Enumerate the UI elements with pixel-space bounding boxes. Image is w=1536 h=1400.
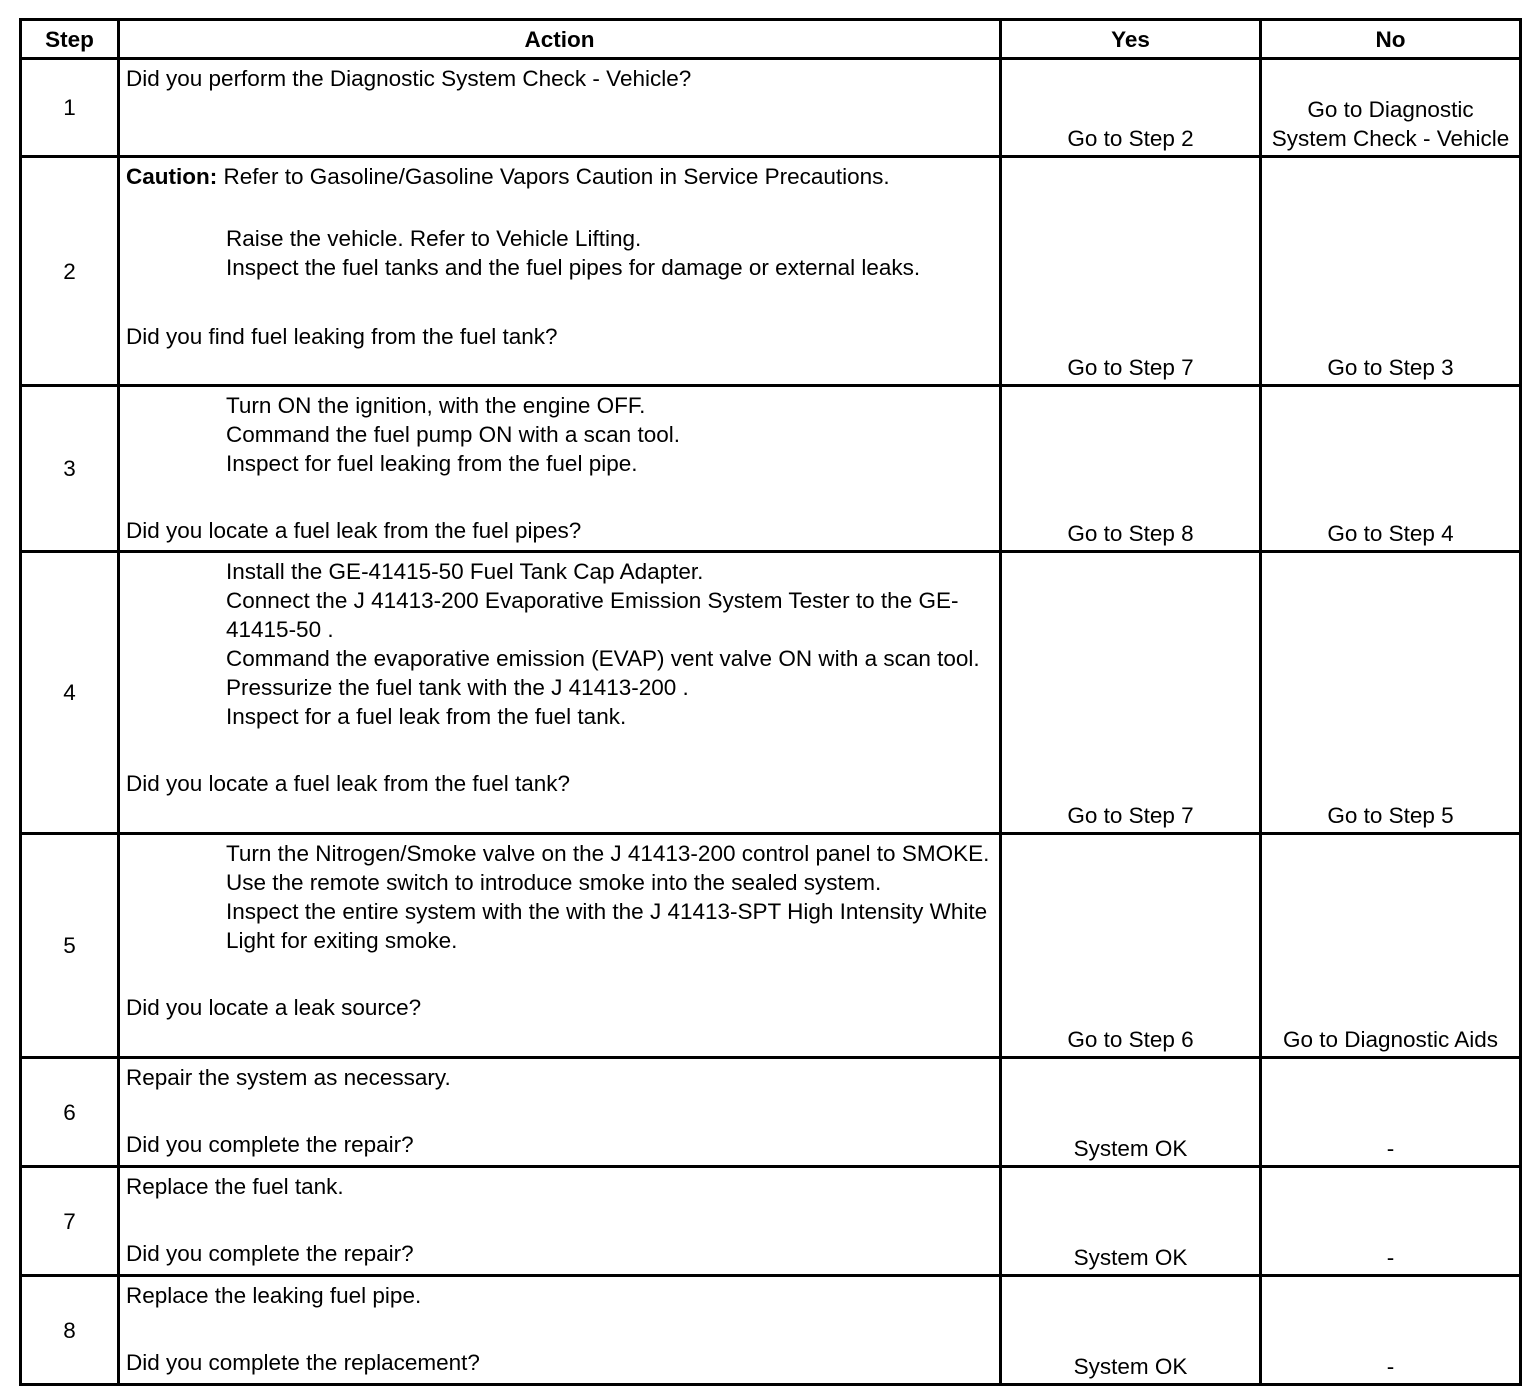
table-body xyxy=(21,59,1521,1385)
action-cell xyxy=(119,1058,1001,1167)
no-cell[interactable]: Go to Step 5 xyxy=(1261,552,1521,834)
no-cell[interactable]: - xyxy=(1261,1276,1521,1385)
table-row xyxy=(21,1167,1521,1276)
action-steps xyxy=(126,557,995,731)
action-question: Did you locate a fuel leak from the fuel pipes? xyxy=(126,518,582,543)
action-question: Did you locate a fuel leak from the fuel tank? xyxy=(126,771,571,796)
action-step: Inspect for fuel leaking from the fuel pipe. xyxy=(226,451,638,476)
yes-cell[interactable]: System OK xyxy=(1001,1276,1261,1385)
action-steps xyxy=(126,391,995,478)
header-action: Action xyxy=(119,20,1001,59)
yes-cell[interactable]: System OK xyxy=(1001,1167,1261,1276)
table-row xyxy=(21,59,1521,157)
table-row xyxy=(21,1058,1521,1167)
table-row xyxy=(21,1276,1521,1385)
header-yes: Yes xyxy=(1001,20,1261,59)
action-step: Install the GE-41415-50 Fuel Tank Cap Adapter. xyxy=(226,559,704,584)
action-cell xyxy=(119,386,1001,552)
no-cell[interactable]: Go to Diagnostic System Check - Vehicle xyxy=(1261,59,1521,157)
no-cell[interactable]: Go to Step 3 xyxy=(1261,157,1521,386)
action-cell xyxy=(119,157,1001,386)
table-row xyxy=(21,157,1521,386)
action-step: Turn ON the ignition, with the engine OFF. xyxy=(226,393,646,418)
no-cell[interactable]: - xyxy=(1261,1058,1521,1167)
caution-text: Refer to Gasoline/Gasoline Vapors Caution in Service Precautions. xyxy=(217,164,890,189)
action-step: Connect the J 41413-200 Evaporative Emission System Tester to the GE-41415-50 . xyxy=(226,588,959,642)
step-number: 1 xyxy=(21,59,119,157)
action-step: Raise the vehicle. Refer to Vehicle Lifting. xyxy=(226,226,642,251)
action-question: Did you find fuel leaking from the fuel tank? xyxy=(126,324,558,349)
action-step: Inspect the fuel tanks and the fuel pipes for damage or external leaks. xyxy=(226,255,921,280)
table-header xyxy=(21,20,1521,59)
action-question: Did you complete the replacement? xyxy=(126,1350,480,1375)
step-number: 2 xyxy=(21,157,119,386)
action-step: Pressurize the fuel tank with the J 41413-200 . xyxy=(226,675,689,700)
header-row xyxy=(21,20,1521,59)
yes-cell[interactable]: Go to Step 8 xyxy=(1001,386,1261,552)
action-cell xyxy=(119,59,1001,157)
action-step: Command the fuel pump ON with a scan tool. xyxy=(226,422,680,447)
action-steps xyxy=(126,224,995,282)
table-row xyxy=(21,386,1521,552)
action-intro: Did you perform the Diagnostic System Check - Vehicle? xyxy=(126,66,692,91)
action-step: Turn the Nitrogen/Smoke valve on the J 41413-200 control panel to SMOKE. xyxy=(226,841,990,866)
caution-label: Caution: xyxy=(126,164,218,189)
action-cell xyxy=(119,1276,1001,1385)
step-number: 6 xyxy=(21,1058,119,1167)
action-intro: Replace the fuel tank. xyxy=(126,1174,344,1199)
action-question: Did you complete the repair? xyxy=(126,1132,414,1157)
action-step: Command the evaporative emission (EVAP) vent valve ON with a scan tool. xyxy=(226,646,980,671)
step-number: 5 xyxy=(21,834,119,1058)
table-row xyxy=(21,834,1521,1058)
yes-cell[interactable]: Go to Step 6 xyxy=(1001,834,1261,1058)
header-step: Step xyxy=(21,20,119,59)
no-cell[interactable]: Go to Step 4 xyxy=(1261,386,1521,552)
step-number: 7 xyxy=(21,1167,119,1276)
action-cell xyxy=(119,1167,1001,1276)
caution-note xyxy=(126,162,995,191)
diagnostic-table xyxy=(19,18,1522,1386)
yes-cell[interactable]: Go to Step 7 xyxy=(1001,552,1261,834)
no-cell[interactable]: - xyxy=(1261,1167,1521,1276)
action-step: Use the remote switch to introduce smoke into the sealed system. xyxy=(226,870,882,895)
step-number: 8 xyxy=(21,1276,119,1385)
action-intro: Replace the leaking fuel pipe. xyxy=(126,1283,422,1308)
action-step: Inspect for a fuel leak from the fuel tank. xyxy=(226,704,627,729)
step-number: 4 xyxy=(21,552,119,834)
yes-cell[interactable]: Go to Step 2 xyxy=(1001,59,1261,157)
no-cell[interactable]: Go to Diagnostic Aids xyxy=(1261,834,1521,1058)
action-intro: Repair the system as necessary. xyxy=(126,1065,451,1090)
table-row xyxy=(21,552,1521,834)
action-step: Inspect the entire system with the with the J 41413-SPT High Intensity White Light for exiting smoke. xyxy=(226,899,988,953)
header-no: No xyxy=(1261,20,1521,59)
yes-cell[interactable]: Go to Step 7 xyxy=(1001,157,1261,386)
action-steps xyxy=(126,839,995,955)
yes-cell[interactable]: System OK xyxy=(1001,1058,1261,1167)
action-question: Did you complete the repair? xyxy=(126,1241,414,1266)
action-cell xyxy=(119,552,1001,834)
step-number: 3 xyxy=(21,386,119,552)
action-cell xyxy=(119,834,1001,1058)
action-question: Did you locate a leak source? xyxy=(126,995,422,1020)
